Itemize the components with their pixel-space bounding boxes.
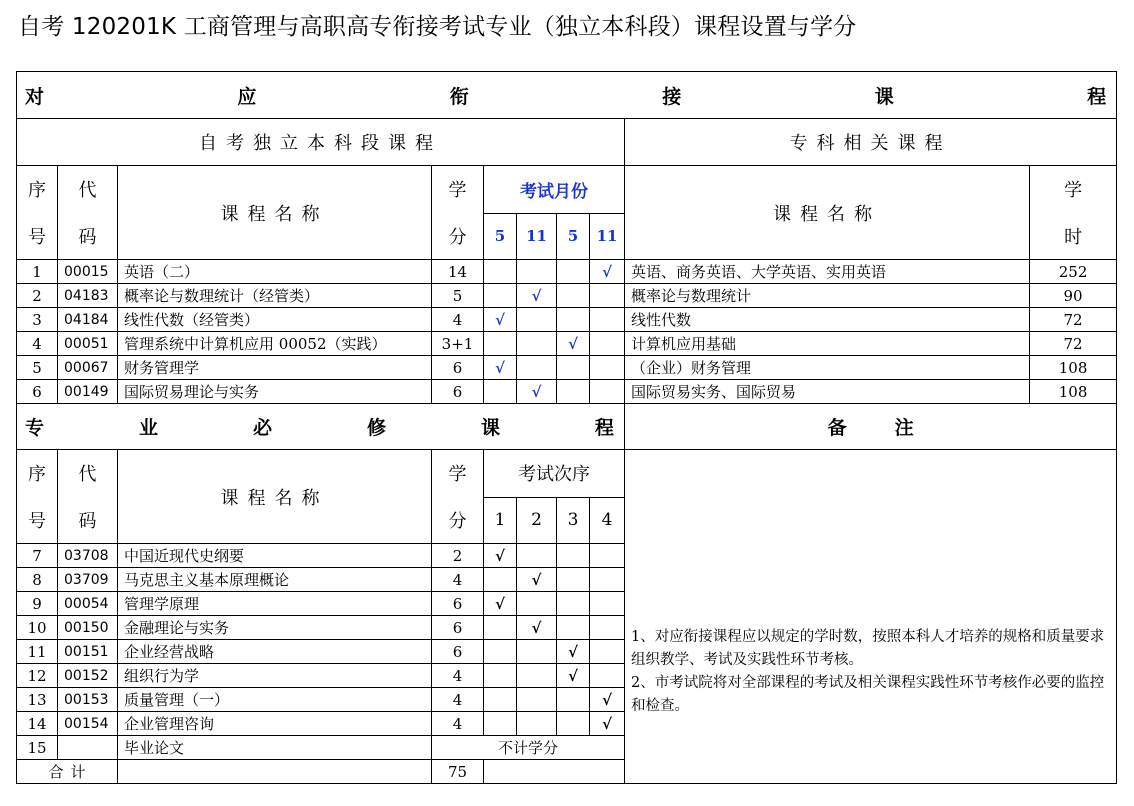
seq-cell: 7 [17, 544, 58, 568]
section1-subheader-row [17, 119, 1117, 166]
check-mark [517, 640, 557, 664]
check-mark: √ [484, 356, 517, 380]
seq-cell: 15 [17, 736, 58, 760]
total-label [17, 760, 118, 784]
credit-cell: 6 [432, 380, 484, 404]
seq-cell: 9 [17, 592, 58, 616]
seq-cell: 5 [17, 356, 58, 380]
header-char: 专 [25, 417, 45, 439]
notes-cell [625, 450, 1117, 784]
check-mark: √ [484, 544, 517, 568]
code-cell: 00067 [58, 356, 118, 380]
check-mark [484, 260, 517, 284]
exam-order-header: 考试次序 [484, 450, 625, 498]
col-name-header: 课程名称 [118, 450, 432, 544]
no-credit-note: 不计学分 [432, 736, 625, 760]
hours-cell: 90 [1030, 284, 1117, 308]
seq-cell: 2 [17, 284, 58, 308]
course-name-cell: 质量管理（一） [118, 688, 432, 712]
seq-cell: 12 [17, 664, 58, 688]
hours-cell: 72 [1030, 332, 1117, 356]
code-cell [58, 736, 118, 760]
month-header: 5 [484, 213, 517, 260]
seq-cell: 14 [17, 712, 58, 736]
credit-cell: 2 [432, 544, 484, 568]
header-char: 接 [662, 85, 682, 108]
total-label-char: 计 [70, 763, 86, 781]
order-header: 1 [484, 497, 517, 544]
credit-cell: 6 [432, 616, 484, 640]
credit-cell: 4 [432, 712, 484, 736]
total-label-char: 合 [48, 763, 64, 781]
col-credit-header: 学 分 [432, 450, 484, 544]
check-mark [590, 380, 625, 404]
course-name-cell: 马克思主义基本原理概论 [118, 568, 432, 592]
credit-cell: 4 [432, 308, 484, 332]
check-mark [557, 284, 590, 308]
header-char: 程 [594, 417, 614, 439]
check-mark: √ [590, 688, 625, 712]
col-code-header: 代 码 [58, 166, 118, 260]
note-paragraph: 2、市考试院将对全部课程的考试及相关课程实践性环节考核作必要的监控和检查。 [631, 674, 1105, 714]
credit-cell: 4 [432, 688, 484, 712]
check-mark: √ [517, 568, 557, 592]
seq-cell: 4 [17, 332, 58, 356]
check-mark [557, 308, 590, 332]
credit-cell: 6 [432, 592, 484, 616]
course-row [17, 284, 1117, 308]
check-mark [484, 616, 517, 640]
check-mark [484, 380, 517, 404]
empty-cell [484, 760, 625, 784]
related-course-cell: 计算机应用基础 [625, 332, 1030, 356]
credit-cell: 14 [432, 260, 484, 284]
check-mark [517, 592, 557, 616]
check-mark [517, 664, 557, 688]
check-mark [590, 284, 625, 308]
col-credit-header: 学 分 [432, 166, 484, 260]
check-mark [590, 640, 625, 664]
check-mark [590, 664, 625, 688]
header-char: 业 [138, 417, 158, 439]
check-mark [557, 712, 590, 736]
check-mark [590, 356, 625, 380]
code-cell: 03709 [58, 568, 118, 592]
header-char: 对 [25, 85, 45, 108]
total-credit-cell: 75 [432, 760, 484, 784]
credit-cell: 4 [432, 664, 484, 688]
course-name-cell: 企业管理咨询 [118, 712, 432, 736]
course-name-cell: 管理系统中计算机应用 00052（实践） [118, 332, 432, 356]
order-header: 3 [557, 497, 590, 544]
credit-cell: 6 [432, 356, 484, 380]
self-study-header: 自考独立本科段课程 [17, 119, 625, 166]
header-char: 衔 [449, 85, 469, 108]
check-mark [517, 356, 557, 380]
related-courses-header: 专科相关课程 [625, 119, 1117, 166]
check-mark: √ [557, 664, 590, 688]
check-mark [484, 332, 517, 356]
check-mark: √ [590, 260, 625, 284]
seq-cell: 10 [17, 616, 58, 640]
seq-cell: 3 [17, 308, 58, 332]
col-hours-header: 学 时 [1030, 166, 1117, 260]
code-cell: 00153 [58, 688, 118, 712]
check-mark [590, 308, 625, 332]
course-name-cell: 毕业论文 [118, 736, 432, 760]
code-cell: 00054 [58, 592, 118, 616]
check-mark [590, 544, 625, 568]
course-row [17, 308, 1117, 332]
check-mark [557, 688, 590, 712]
check-mark [557, 592, 590, 616]
section2-header [17, 404, 625, 450]
notes-header [625, 404, 1117, 450]
seq-cell: 8 [17, 568, 58, 592]
course-row [17, 332, 1117, 356]
header-char: 课 [480, 417, 500, 439]
related-course-cell: 概率论与数理统计 [625, 284, 1030, 308]
exam-month-header: 考试月份 [484, 166, 625, 214]
check-mark [517, 688, 557, 712]
curriculum-table [16, 71, 1117, 784]
check-mark [484, 640, 517, 664]
course-name-cell: 企业经营战略 [118, 640, 432, 664]
hours-cell: 108 [1030, 380, 1117, 404]
check-mark [590, 592, 625, 616]
empty-cell [118, 760, 432, 784]
check-mark [590, 568, 625, 592]
col-name-header: 课程名称 [118, 166, 432, 260]
check-mark: √ [590, 712, 625, 736]
code-cell: 00154 [58, 712, 118, 736]
header-char: 修 [366, 417, 386, 439]
check-mark [484, 664, 517, 688]
check-mark [484, 688, 517, 712]
related-course-cell: 线性代数 [625, 308, 1030, 332]
course-name-cell: 管理学原理 [118, 592, 432, 616]
col-code-header: 代 码 [58, 450, 118, 544]
month-header: 5 [557, 213, 590, 260]
check-mark [557, 616, 590, 640]
check-mark: √ [484, 592, 517, 616]
hours-cell: 108 [1030, 356, 1117, 380]
check-mark [517, 544, 557, 568]
col-seq-header: 序 号 [17, 166, 58, 260]
header-char: 注 [894, 417, 914, 439]
section1-colhead-row [17, 166, 1117, 214]
check-mark [590, 332, 625, 356]
course-row [17, 380, 1117, 404]
header-char: 备 [827, 417, 847, 439]
check-mark: √ [557, 640, 590, 664]
note-paragraph: 1、对应衔接课程应以规定的学时数，按照本科人才培养的规格和质量要求组织教学、考试及实践性环节考核。 [631, 628, 1105, 668]
check-mark [557, 568, 590, 592]
check-mark [557, 356, 590, 380]
code-cell: 00149 [58, 380, 118, 404]
code-cell: 00152 [58, 664, 118, 688]
credit-cell: 4 [432, 568, 484, 592]
seq-cell: 6 [17, 380, 58, 404]
month-header: 11 [517, 213, 557, 260]
col-seq-header: 序 号 [17, 450, 58, 544]
month-header: 11 [590, 213, 625, 260]
code-cell: 00015 [58, 260, 118, 284]
check-mark [517, 332, 557, 356]
course-name-cell: 线性代数（经管类） [118, 308, 432, 332]
course-name-cell: 金融理论与实务 [118, 616, 432, 640]
course-name-cell: 中国近现代史纲要 [118, 544, 432, 568]
check-mark: √ [517, 380, 557, 404]
check-mark [517, 308, 557, 332]
course-name-cell: 概率论与数理统计（经管类） [118, 284, 432, 308]
code-cell: 03708 [58, 544, 118, 568]
seq-cell: 11 [17, 640, 58, 664]
section1-header [17, 72, 1117, 119]
check-mark [557, 544, 590, 568]
check-mark: √ [517, 616, 557, 640]
check-mark [557, 260, 590, 284]
course-name-cell: 国际贸易理论与实务 [118, 380, 432, 404]
header-char: 应 [237, 85, 257, 108]
course-name-cell: 英语（二） [118, 260, 432, 284]
header-char: 必 [252, 417, 272, 439]
check-mark [517, 260, 557, 284]
section1-header-row [17, 72, 1117, 119]
section2-header-row [17, 404, 1117, 450]
order-header: 4 [590, 497, 625, 544]
code-cell: 04184 [58, 308, 118, 332]
hours-cell: 72 [1030, 308, 1117, 332]
related-course-cell: 国际贸易实务、国际贸易 [625, 380, 1030, 404]
credit-cell: 3+1 [432, 332, 484, 356]
col-related-name-header: 课程名称 [625, 166, 1030, 260]
related-course-cell: 英语、商务英语、大学英语、实用英语 [625, 260, 1030, 284]
seq-cell: 1 [17, 260, 58, 284]
check-mark: √ [557, 332, 590, 356]
code-cell: 04183 [58, 284, 118, 308]
credit-cell: 6 [432, 640, 484, 664]
course-row [17, 260, 1117, 284]
check-mark [484, 284, 517, 308]
course-row [17, 356, 1117, 380]
seq-cell: 13 [17, 688, 58, 712]
check-mark [517, 712, 557, 736]
header-char: 程 [1087, 85, 1107, 108]
related-course-cell: （企业）财务管理 [625, 356, 1030, 380]
section2-colhead-row [17, 450, 1117, 498]
course-name-cell: 财务管理学 [118, 356, 432, 380]
header-char: 课 [874, 85, 894, 108]
check-mark [484, 568, 517, 592]
hours-cell: 252 [1030, 260, 1117, 284]
course-name-cell: 组织行为学 [118, 664, 432, 688]
check-mark: √ [517, 284, 557, 308]
check-mark [557, 380, 590, 404]
credit-cell: 5 [432, 284, 484, 308]
code-cell: 00150 [58, 616, 118, 640]
order-header: 2 [517, 497, 557, 544]
check-mark [484, 712, 517, 736]
page-title: 自考 120201K 工商管理与高职高专衔接考试专业（独立本科段）课程设置与学分 [18, 14, 857, 40]
check-mark [590, 616, 625, 640]
code-cell: 00151 [58, 640, 118, 664]
code-cell: 00051 [58, 332, 118, 356]
check-mark: √ [484, 308, 517, 332]
